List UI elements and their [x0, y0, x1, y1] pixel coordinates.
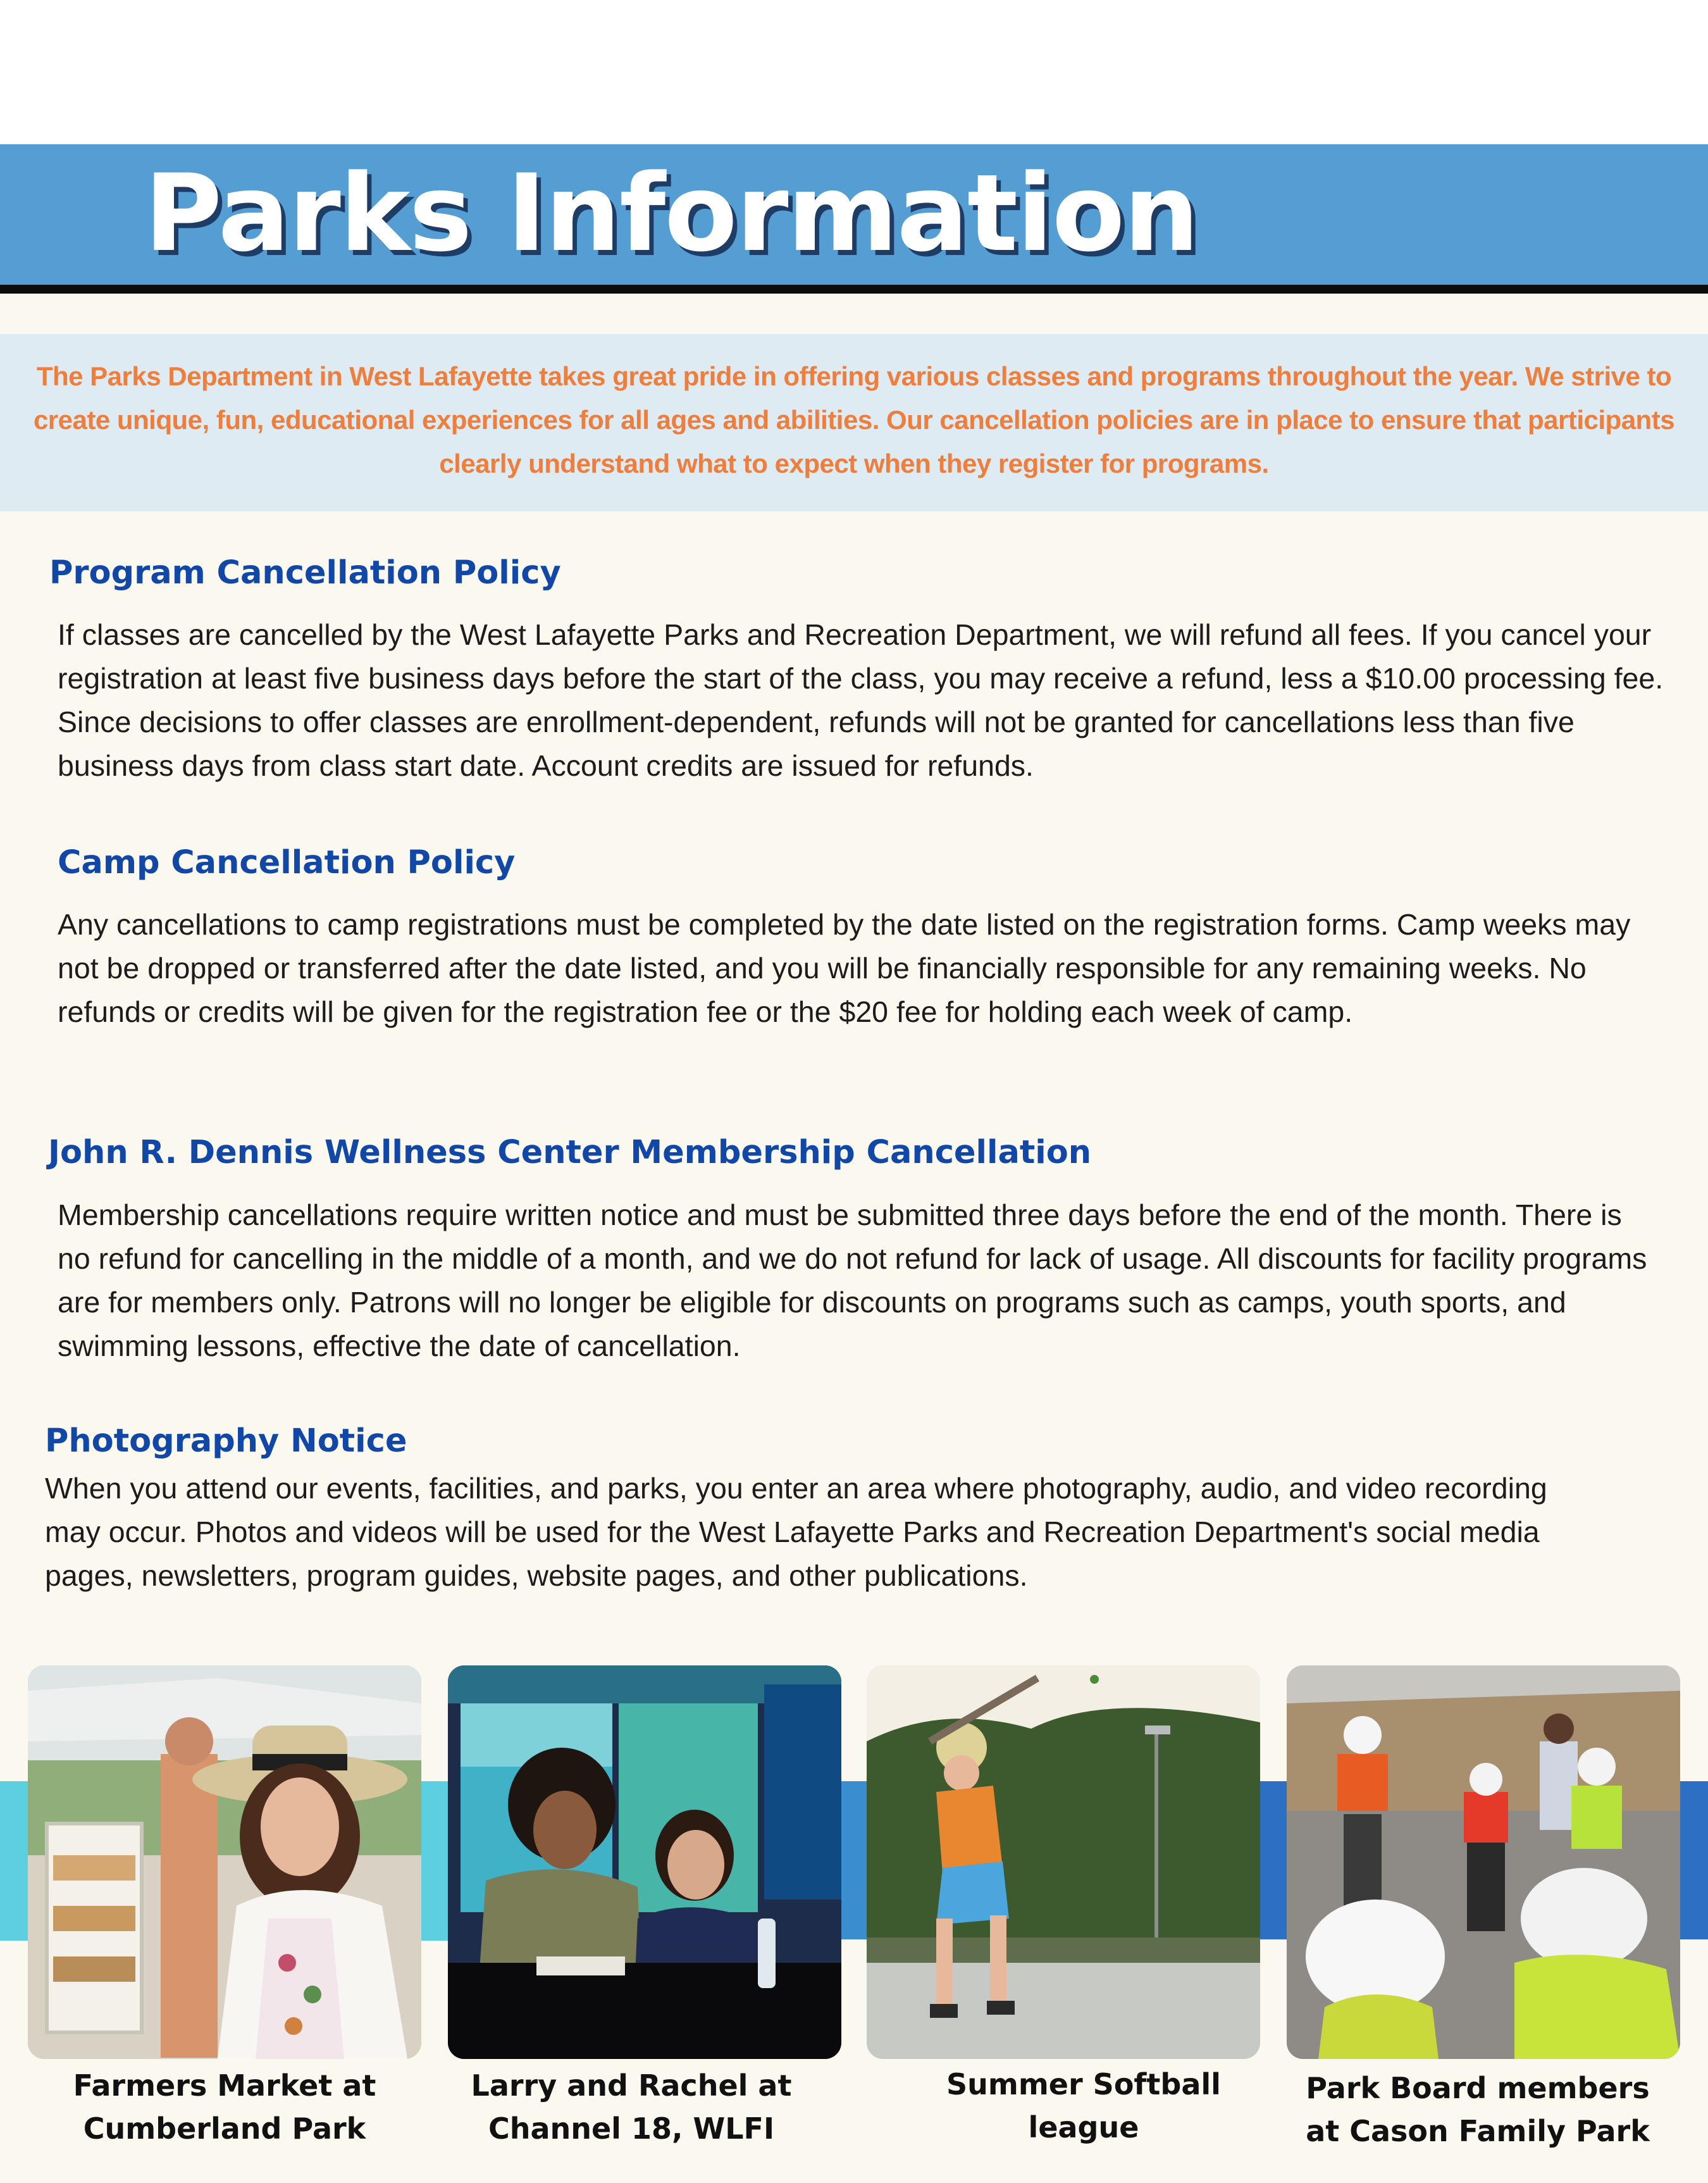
caption-tv-studio	[429, 2064, 834, 2150]
stripe-right	[1680, 1781, 1708, 1939]
caption-line: Summer Softball	[946, 2067, 1221, 2101]
photography-notice-heading: Photography Notice	[45, 1422, 407, 1460]
title-underline	[0, 285, 1708, 294]
caption-softball	[881, 2063, 1286, 2149]
farmers-market-photo	[28, 1665, 421, 2059]
stripe-gap-3	[1260, 1781, 1287, 1939]
photography-notice-text: When you attend our events, facilities, and parks, you enter an area where photography, audio, and video recording may occur. Photos and videos will be used for the West Lafayette Parks and Recreation Department's social media pages, newsletters, program guides, website pages, and other publications.	[45, 1472, 1547, 1592]
caption-line: at Cason Family Park	[1306, 2114, 1650, 2148]
caption-line: Farmers Market at	[73, 2068, 376, 2103]
page-title: Parks Information	[144, 151, 1198, 275]
stripe-gap-1	[421, 1781, 449, 1941]
tv-studio-photo	[448, 1665, 841, 2059]
camp-cancellation-heading: Camp Cancellation Policy	[58, 844, 516, 881]
park-board-photo	[1287, 1665, 1680, 2059]
caption-line: Channel 18, WLFI	[488, 2111, 775, 2146]
top-margin	[0, 0, 1708, 144]
wellness-cancellation-heading: John R. Dennis Wellness Center Membership Cancellation	[48, 1134, 1092, 1171]
wellness-cancellation-text: Membership cancellations require written notice and must be submitted three days before the end of the month. There is no refund for cancelling in the middle of a month, and we do not refund for lack of usage. All discounts for facility programs are for members only. Patrons will no longer be eligible for discounts on programs such as camps, youth sports, and swimming lessons, effective the date of cancellation.	[58, 1198, 1647, 1362]
caption-park-board	[1275, 2067, 1680, 2153]
softball-photo	[867, 1665, 1260, 2059]
caption-farmers-market	[22, 2064, 427, 2150]
program-cancellation-text: If classes are cancelled by the West Lafayette Parks and Recreation Department, we will refund all fees. If you cancel your registration at least five business days before the start of the class, you may receive a refund, less a $10.00 processing fee. Since decisions to offer classes are enrollment-dependent, refunds will not be granted for cancellations less than five business days from class start date. Account credits are issued for refunds.	[58, 618, 1664, 782]
caption-line: Larry and Rachel at	[471, 2068, 792, 2103]
program-cancellation-heading: Program Cancellation Policy	[49, 554, 561, 592]
stripe-gap-2	[841, 1781, 867, 1939]
caption-line: Cumberland Park	[83, 2111, 366, 2146]
caption-line: Park Board members	[1306, 2071, 1650, 2105]
camp-cancellation-text: Any cancellations to camp registrations must be completed by the date listed on the registration forms. Camp weeks may not be dropped or transferred after the date listed, and you will be financially responsible for any remaining weeks. No refunds or credits will be given for the registration fee or the $20 fee for holding each week of camp.	[58, 908, 1631, 1028]
stripe-left	[0, 1781, 28, 1941]
intro-text: The Parks Department in West Lafayette takes great pride in offering various classes and programs throughout the year. We strive to create unique, fun, educational experiences for all ages and abilities. Our cancellation policies are in place to ensure that participants clearly understand what to expect when they register for programs.	[33, 361, 1675, 478]
caption-line: league	[1028, 2110, 1139, 2144]
